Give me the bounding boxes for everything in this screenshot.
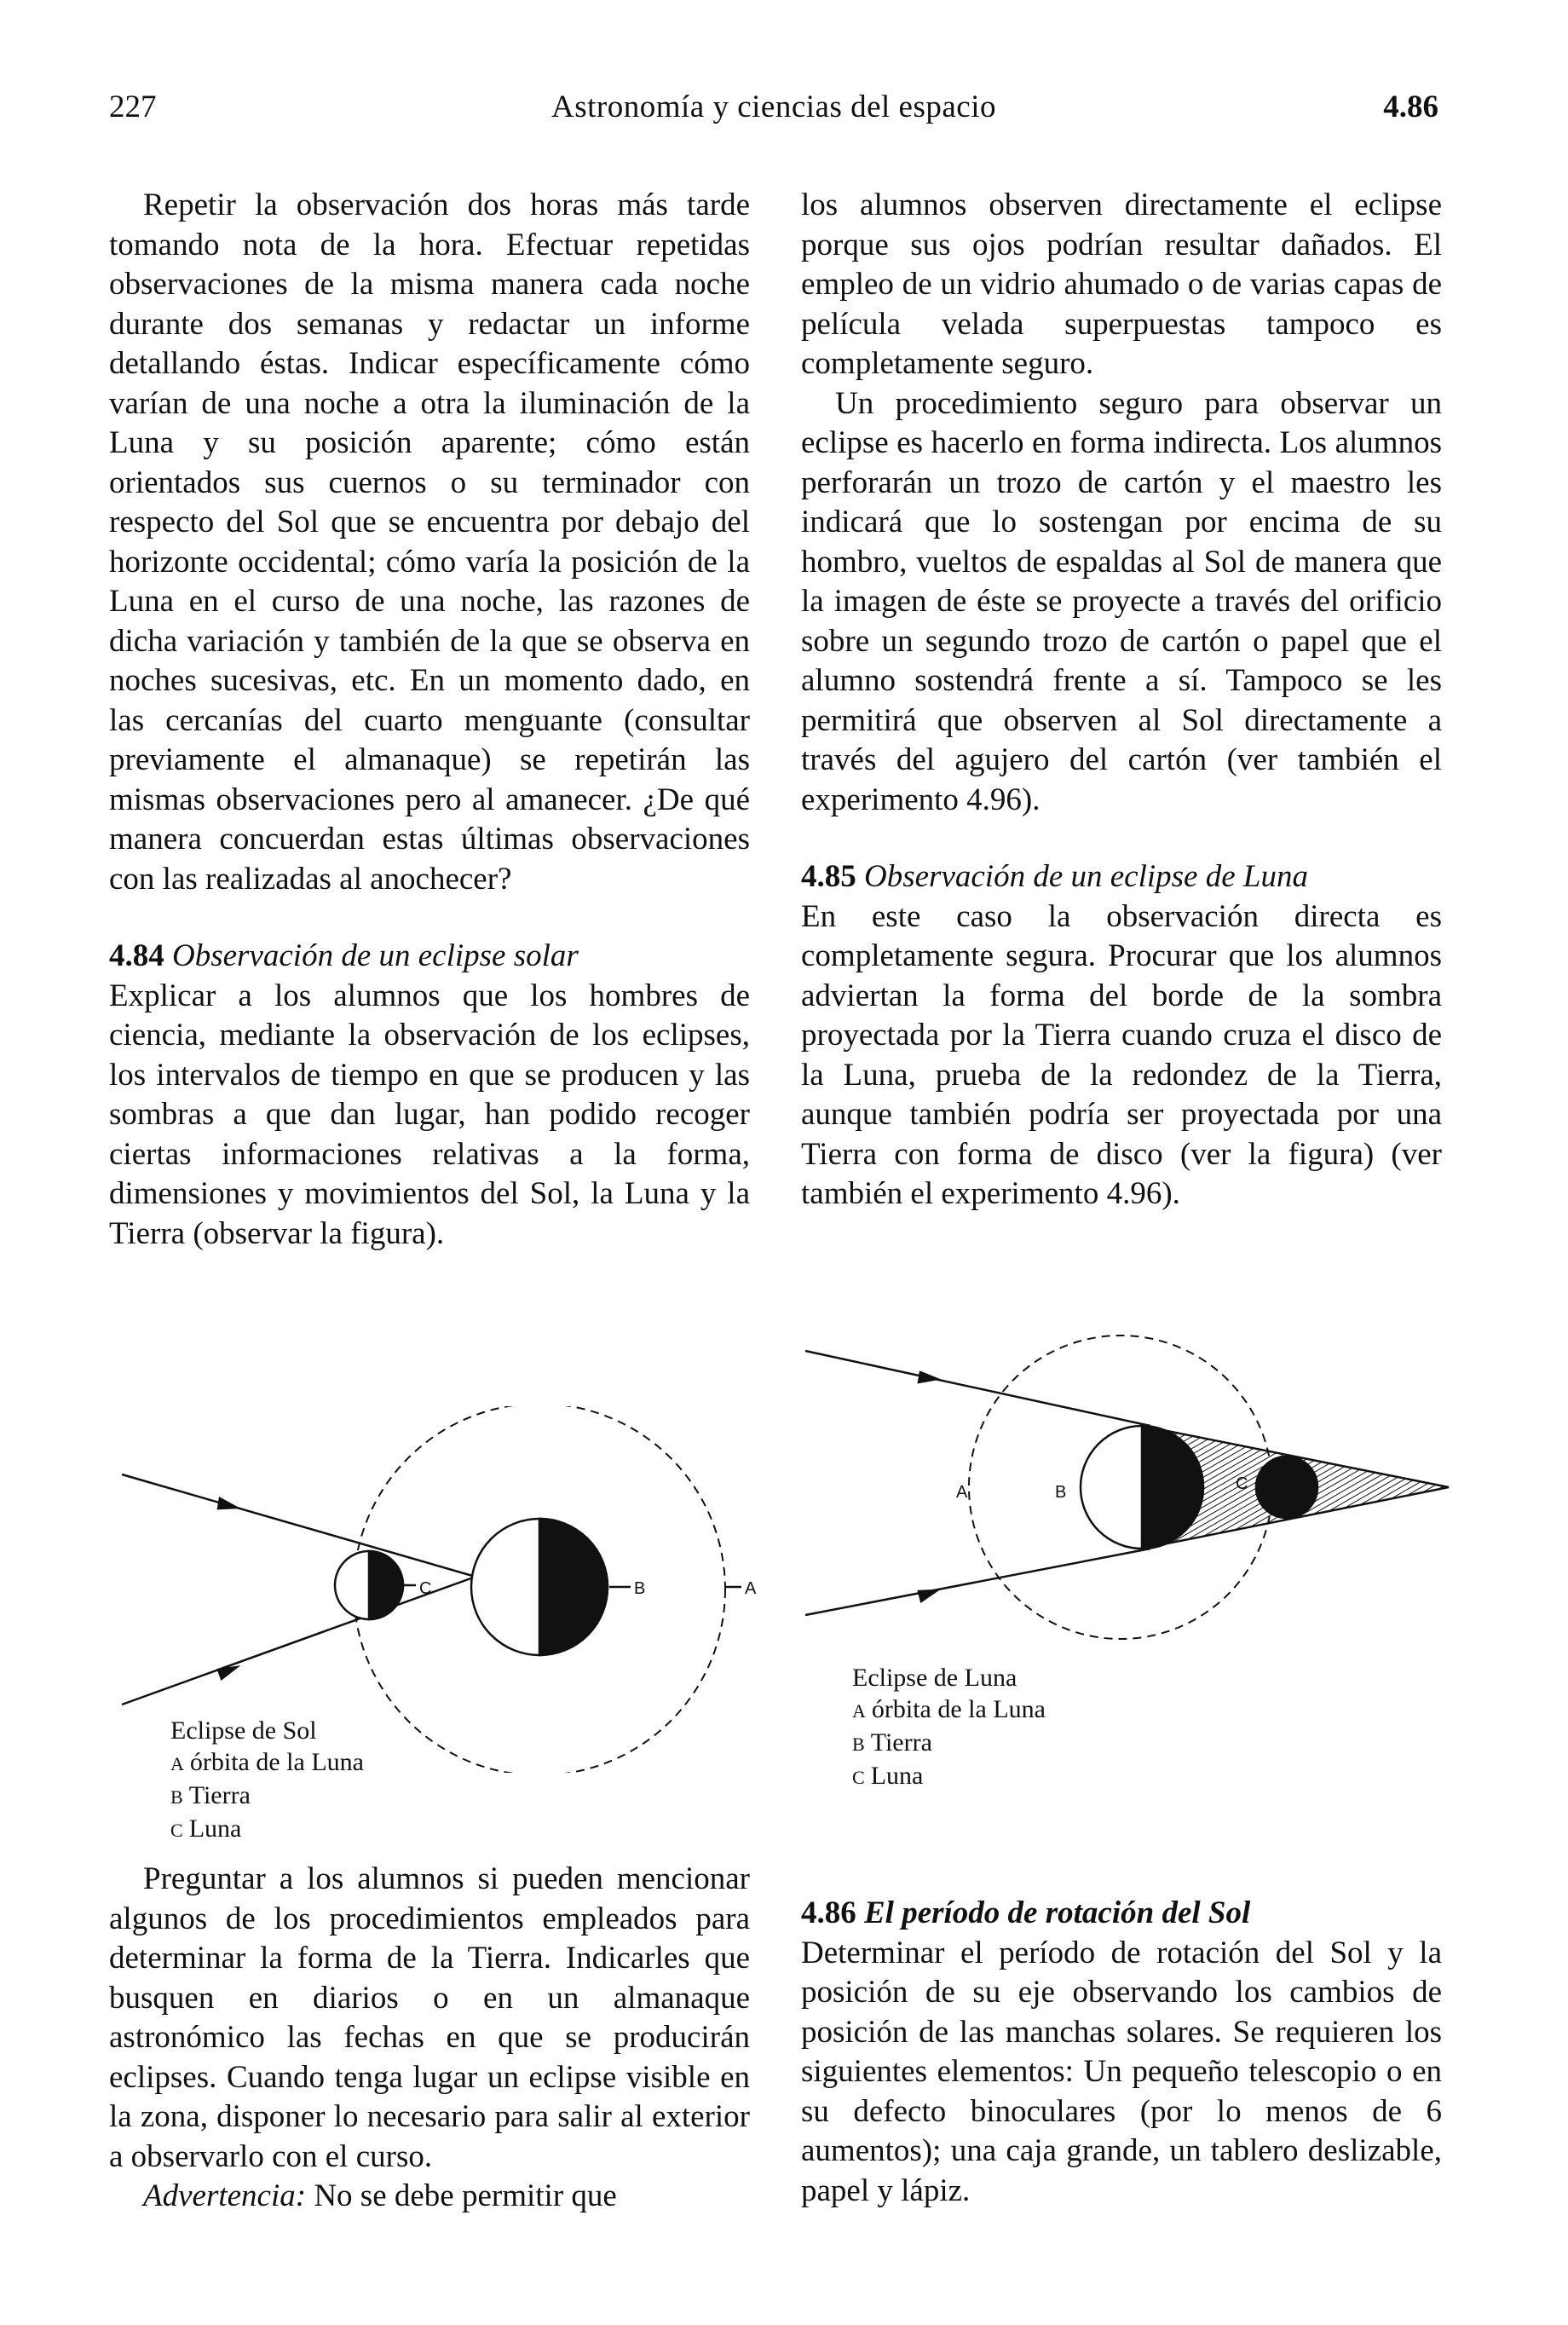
label-c: C	[1236, 1474, 1248, 1493]
earth-shadow-half	[539, 1519, 608, 1655]
label-b: B	[1055, 1483, 1067, 1502]
paragraph-indirect: Un procedimiento seguro para observar un eclipse es hacerlo en forma indirecta. Los alumnos perforarán un trozo de cartón y el maestro les indicará que lo sostengan por encima de su hombro, vueltos de espaldas al Sol de manera que la imagen de éste se proyecte a través del orificio sobre un segundo trozo de cartón o papel que el alumno sostendrá frente a sí. Tampoco se les permitirá que observen al Sol directamente a través del agujero del cartón (ver también el experimento 4.96).	[801, 385, 1442, 817]
caption-title: Eclipse de Luna	[852, 1664, 1017, 1692]
legend-item: C Luna	[852, 1762, 924, 1790]
lunar-eclipse-diagram	[801, 1325, 1466, 1658]
section-number: 4.84	[109, 938, 164, 973]
solar-eclipse-caption	[170, 1715, 477, 1846]
section-number: 4.86	[801, 1895, 856, 1930]
sun-ray-upper	[805, 1351, 1150, 1426]
left-column-top	[109, 186, 750, 1254]
legend-item: A órbita de la Luna	[170, 1748, 364, 1776]
section-4-84-body: Explicar a los alumnos que los hombres de ciencia, mediante la observación de los eclipses, los intervalos de tiempo en que se producen y las sombras a que dan lugar, han podido recoger ciertas informaciones relativas a la forma, dimensiones y movimientos del Sol, la Luna y la Tierra (observar la figura).	[109, 978, 750, 1251]
arrow-lower	[218, 1667, 237, 1679]
paragraph-safety: los alumnos observen directamente el eclipse porque sus ojos podrían resultar dañados. El empleo de un vidrio ahumado o de varias capas de película velada superpuestas tampoco es completamente seguro.	[801, 188, 1442, 381]
legend-item: B Tierra	[852, 1728, 932, 1757]
legend-item: C Luna	[170, 1814, 242, 1843]
arrow-lower	[919, 1590, 937, 1601]
arrow-upper	[919, 1372, 937, 1382]
arrow-upper	[218, 1498, 237, 1509]
section-number: 4.85	[801, 859, 856, 894]
warning-text: No se debe permitir que	[314, 2178, 617, 2213]
legend-item: B Tierra	[170, 1781, 251, 1809]
moon	[1256, 1457, 1317, 1518]
label-c: C	[419, 1579, 432, 1598]
sun-ray-lower	[805, 1549, 1150, 1615]
right-column-bottom	[801, 1894, 1442, 2211]
caption-title: Eclipse de Sol	[170, 1716, 317, 1745]
section-title: Observación de un eclipse de Luna	[864, 859, 1308, 894]
right-column-top	[801, 186, 1442, 1214]
running-title: Astronomía y ciencias del espacio	[551, 89, 996, 124]
section-4-85-body: En este caso la observación directa es completamente segura. Procurar que los alumnos adviertan la forma del borde de la sombra proyectada por la Tierra cuando cruza el disco de la Luna, prueba de la redondez de la Tierra, aunque también podría ser proyectada por una Tierra con forma de disco (ver la figura) (ver también el experimento 4.96).	[801, 898, 1442, 1211]
label-b: B	[634, 1579, 646, 1598]
header-section-number: 4.86	[1383, 89, 1438, 124]
left-column-bottom	[109, 1860, 750, 2217]
section-4-84-heading	[109, 937, 750, 977]
paragraph-observation: Repetir la observación dos horas más tarde tomando nota de la hora. Efectuar repetidas observaciones de la misma manera cada noche durante dos semanas y redactar un informe detallando éstas. Indicar específicamente cómo varían de una noche a otra la iluminación de la Luna y su posición aparente; cómo están orientados sus cuernos o su terminador con respecto del Sol que se encuentra por debajo del horizonte occidental; cómo varía la posición de la Luna en el curso de una noche, las razones de dicha variación y también de la que se observa en noches sucesivas, etc. En un momento dado, en las cercanías del cuarto menguante (consultar previamente el almanaque) se repetirán las mismas observaciones pero al amanecer. ¿De qué manera concuerdan estas últimas observaciones con las realizadas al anochecer?	[109, 188, 750, 897]
sun-ray-upper	[122, 1474, 476, 1577]
section-title: El período de rotación del Sol	[864, 1895, 1251, 1930]
page-number: 227	[109, 89, 157, 124]
section-title: Observación de un eclipse solar	[172, 938, 579, 973]
lunar-eclipse-caption	[852, 1662, 1193, 1793]
label-a: A	[956, 1483, 968, 1502]
label-a: A	[745, 1579, 757, 1598]
warning-paragraph	[109, 2177, 750, 2217]
legend-item: A órbita de la Luna	[852, 1695, 1046, 1723]
section-4-86-body: Determinar el período de rotación del Sol y la posición de su eje observando los cambios de posición de las manchas solares. Se requieren los siguientes elementos: Un pequeño telescopio o en su defecto binoculares (por lo menos de 6 aumentos); una caja grande, un tablero deslizable, papel y lápiz.	[801, 1935, 1442, 2208]
section-4-86-heading	[801, 1894, 1442, 1934]
paragraph-earth-shape: Preguntar a los alumnos si pueden mencionar algunos de los procedimientos empleados para determinar la forma de la Tierra. Indicarles que busquen en diarios o en un almanaque astronómico las fechas en que se producirán eclipses. Cuando tenga lugar un eclipse visible en la zona, disponer lo necesario para salir al exterior a observarlo con el curso.	[109, 1861, 750, 2174]
warning-label: Advertencia:	[143, 2178, 307, 2213]
section-4-85-heading	[801, 857, 1442, 897]
page-header	[109, 89, 1438, 131]
